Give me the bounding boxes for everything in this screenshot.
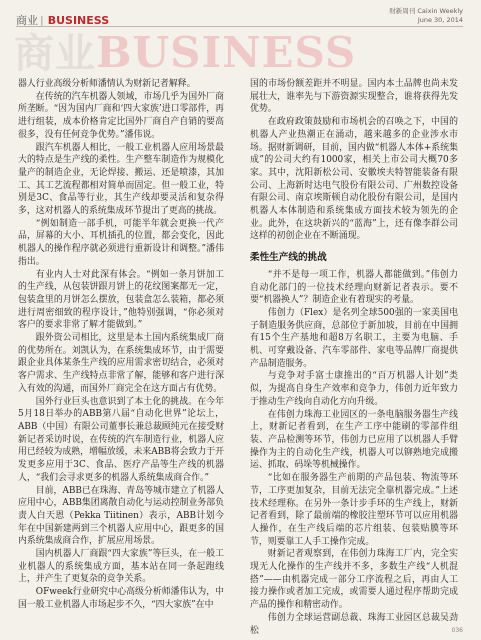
paragraph: 跟外资公司相比，这里是本土国内系统集成厂商的优势所在。刘凯认为，在系统集成环节，由于需要跟企业具体某条生产线的应用需求密切结合，必须对客户需求、生产线特点非常了解，能够和客户进行深入有效的沟通，而国外厂商完全在这方面占有优势。: [18, 333, 224, 394]
paragraph: 财新记者观察到，在伟创力珠海工厂内，完全实现无人化操作的生产线并不多，多数生产线“人机混搭”——由机器完成一部分工序流程之后，再由人工接力操作或者加工完成，或需要人通过程序帮助完成产品的操作和精密动作。: [250, 549, 458, 611]
paragraph: “例如制造一部手机，可能半年就会更换一代产品，屏幕的大小、耳机插孔的位置，都会变化，因此机器人的操作程序就必须进行重新设计和调整。”潘伟指出。: [18, 218, 224, 267]
paragraph: 跟汽车机器人相比，一般工业机器人应用场景最大的特点是生产线的柔性。生产整车制造作为规模化量产的制造企业，无论焊接、搬运、还是喷漆，其加工、其工艺流程都相对简单而固定。但一般工业，特别是3C、食品等行业，其生产线却要灵活和复杂得多，这对机器人的系统集成环节提出了更高的挑战。: [18, 142, 224, 217]
paragraph: 在伟创力珠海工业园区的一条电脑服务器生产线上，财新记者看到，在生产工序中能刷的零部件组装、产品检测等环节，伟创力已应用了以机器人手臂操作为主的自动化生产线，机器人可以铆熟地完成搬运、抓取、码垛等机械操作。: [250, 409, 458, 471]
header-rule: [16, 26, 463, 27]
section-label-en: BUSINESS: [47, 13, 110, 27]
section-divider: |: [40, 13, 44, 27]
left-column: [18, 78, 224, 612]
paragraph: 国的市场份额差距并不明显。国内本土品牌也尚未发展壮大，谁率先与下游资源实现整合，谁将获得先发优势。: [250, 79, 458, 115]
issue-date: June 30, 2014: [417, 16, 463, 24]
page-number: 036: [451, 627, 463, 634]
paragraph: 与竞争对手富士康推出的“百万机器人计划”类似，为提高自身生产效率和竞争力，伟创力近年致力于推动生产线向自动化方向升级。: [250, 371, 458, 407]
paragraph: 器人行业高级分析师潘情认为财新记者解释。: [18, 79, 196, 89]
watermark-en: BUSINESS: [96, 28, 357, 77]
paragraph: 目前，ABB已在珠海、青岛等城市建立了机器人应用中心，ABB集团离散自动化与运动控制业务部负责人白天恩（Pekka Tiitinen）表示，ABB计划今年在中国新建两到三个机器人应用中心，跟更多的国内系统集成商合作，扩展应用场景。: [18, 485, 224, 547]
right-column-top: [250, 78, 458, 243]
magazine-name: 财新周刊 Caixin Weekly: [389, 7, 463, 15]
paragraph: 在政府政策鼓励和市场机会的召唤之下，中国的机器人产业热潮正在涌动，越来越多的企业涉水市场。据财新调研，目前，国内做“机器人本体+系统集成”的公司大约有1000家，相关上市公司大概70多家。其中，沈阳新松公司、安徽埃夫特智能装备有限公司、上海新时达电气股份有限公司、广州数控设备有限公司、南京埃斯顿自动化股份有限公司，是国内机器人本体制造和系统集成方面技术较为领先的企业。此外，在这块新兴的“蓝海”上，还有像李群公司这样的初创企业在不断涌现。: [250, 117, 458, 242]
magazine-info: [389, 7, 463, 25]
paragraph: 国外行业巨头也意识到了本土化的挑战。在今年5月18日举办的ABB第八届“自动化世界”论坛上，ABB（中国）有限公司董事长兼总裁顾纯元在接受财新记者采访时说，在传统的汽车制造行业，机器人应用已经较为成熟，增幅放缓，未来ABB将会致力于开发更多应用于3C、食品、医疗产品等生产线的机器人，“我们会寻求更多的机器人系统集成商合作。”: [18, 396, 224, 483]
section-subheading: 柔性生产线的挑战: [250, 252, 327, 264]
section-watermark: [14, 22, 356, 79]
paragraph: 国内机器人厂商跟“四大家族”等巨头，在一般工业机器人的系统集成方面，基本站在同一条起跑线上，并产生了更复杂的竞争关系。: [18, 549, 224, 585]
page-header: [0, 0, 481, 78]
paragraph: 有业内人士对此深有体会。“例如一条月饼加工的生产线，从包装饼跟月饼上的花纹图案都无一定，包装盒里的月饼怎么摆放，包装盒怎么装箱，都必须进行周密细致的程序设计，”他特别强调，“你必须对客户的要求非常了解才能做到。”: [18, 269, 224, 331]
paragraph: 在传统的汽车机器人领域，市场几乎为国外厂商所垄断。“因为国内厂商和‘四大家族’进口零部件，再进行组装，成本价格肯定比国外厂商自产自销的要高很多，没有任何竞争优势。”潘伟说。: [18, 91, 224, 140]
paragraph: 伟创力全球运营副总裁、珠海工业园区总裁吴劲松: [250, 612, 458, 636]
watermark-cn: 商业: [14, 31, 96, 77]
paragraph: “并不是每一项工作，机器人都能做到。”伟创力自动化部门的一位技术经理向财新记者表示。要不要“机器换人”？制造企业有着现实的考量。: [250, 269, 458, 306]
right-column-bottom: [250, 269, 458, 637]
paragraph: OFweek行业研究中心高级分析师潘伟认为，中国一般工业机器人市场起步不久，“四大家族”在中: [18, 587, 224, 610]
paragraph: “比如在服务器生产前期的产品包装、物流等环节，工序更加复杂，目前无法完全靠机器完成。”上述技术经理称。在另外一条计步手环的生产线上，财新记者看到，除了最前端的橡胶注塑环节可以应用机器人操作，在生产线后端的芯片组装、包装贴膜等环节，则要靠工人手工操作完成。: [250, 473, 458, 547]
section-label-cn: 商业: [16, 14, 38, 27]
right-column: [250, 78, 458, 637]
paragraph: 伟创力（Flex）是名列全球500强的一家美国电子制造服务供应商，总部位于新加坡，目前在中国拥有15个生产基地和超8万名职工，主要为电脑、手机、可穿戴设备、汽车零部件、家电等品牌厂商提供产品制造服务。: [250, 307, 458, 369]
